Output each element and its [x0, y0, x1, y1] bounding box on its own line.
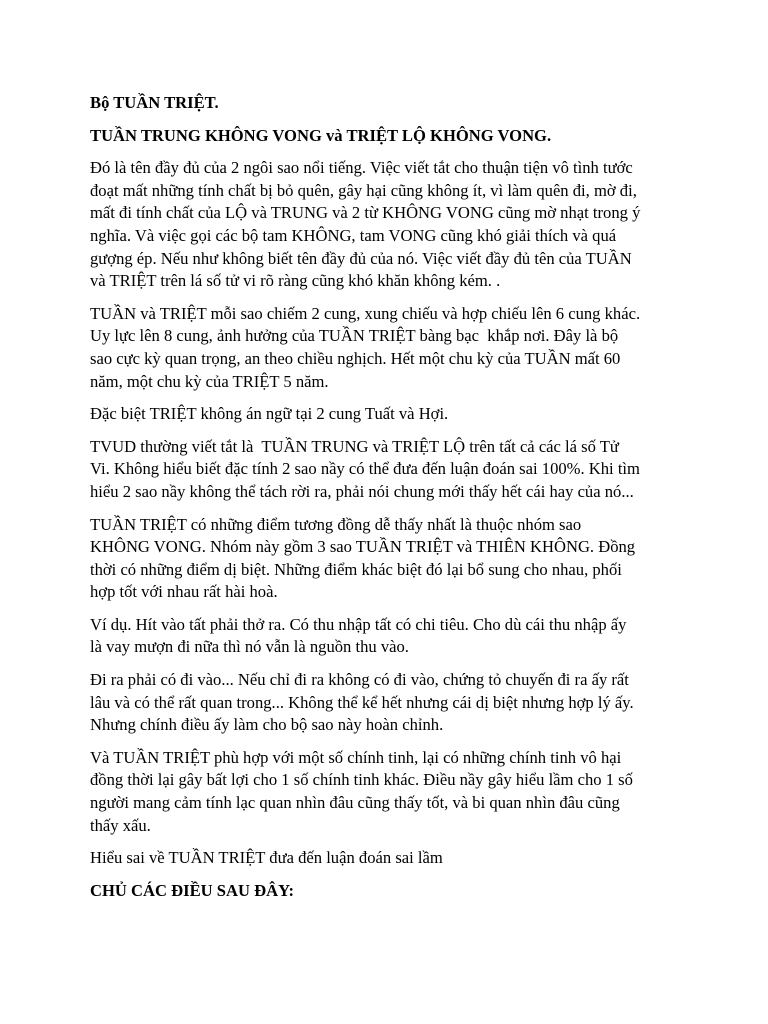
paragraph-line: hiểu 2 sao nầy không thể tách rời ra, phải nói chung mới thấy hết cái hay của nó...	[90, 481, 634, 501]
paragraph-line: nghĩa. Và việc gọi các bộ tam KHÔNG, tam VONG cũng khó giải thích và quá	[90, 225, 617, 245]
paragraph-palaces	[90, 303, 690, 393]
section-heading: CHỦ CÁC ĐIỀU SAU ĐÂY:	[90, 880, 295, 900]
paragraph-line: đồng thời lại gây bất lợi cho 1 số chính tinh khác. Điều nầy gây hiểu lầm cho 1 số	[90, 770, 633, 790]
paragraph-misunderstanding	[90, 847, 690, 870]
paragraph-line: gượng ép. Nếu như không biết tên đầy đủ của nó. Việc viết đầy đủ tên của TUẦN	[90, 248, 632, 268]
paragraph-line: năm, một chu kỳ của TRIỆT 5 năm.	[90, 371, 329, 391]
paragraph-special	[90, 403, 690, 426]
paragraph-line: Đặc biệt TRIỆT không án ngữ tại 2 cung Tuất và Hợi.	[90, 404, 449, 424]
paragraph-tvud	[90, 436, 690, 504]
paragraph-line: hợp tốt với nhau rất hài hoà.	[90, 582, 278, 602]
paragraph-line: là vay mượn đi nữa thì nó vẫn là nguồn thu vào.	[90, 637, 409, 657]
paragraph-line: TUẦN TRIỆT có những điểm tương đồng dễ thấy nhất là thuộc nhóm sao	[90, 514, 582, 534]
paragraph-line: lâu và có thể rất quan trong... Không thể kể hết nhưng cái dị biệt nhưng hợp lý ấy.	[90, 692, 634, 712]
paragraph-line: và TRIỆT trên lá số tử vi rõ ràng cũng khó khăn không kém. .	[90, 271, 501, 291]
paragraph-line: TUẦN và TRIỆT mỗi sao chiếm 2 cung, xung chiếu và hợp chiếu lên 6 cung khác.	[90, 303, 641, 323]
paragraph-line: Nhưng chính điều ấy làm cho bộ sao này hoàn chỉnh.	[90, 715, 444, 735]
paragraph-line: đoạt mất những tính chất bị bỏ quên, gây hại cũng không ít, vì làm quên đi, mờ đi,	[90, 180, 637, 200]
paragraph-line: Ví dụ. Hít vào tất phải thở ra. Có thu nhập tất có chi tiêu. Cho dù cái thu nhập ấy	[90, 614, 627, 634]
paragraph-line: Uy lực lên 8 cung, ảnh hưởng của TUẦN TRIỆT bàng bạc khắp nơi. Đây là bộ	[90, 326, 619, 346]
paragraph-main-stars	[90, 747, 690, 837]
paragraph-line: người mang cảm tính lạc quan nhìn đâu cũng thấy tốt, và bi quan nhìn đâu cũng	[90, 793, 620, 813]
document-title: Bộ TUẦN TRIỆT.	[90, 93, 219, 112]
paragraph-line: Và TUẦN TRIỆT phù hợp với một số chính tinh, lại có những chính tinh vô hại	[90, 747, 622, 767]
paragraph-line: Đó là tên đầy đủ của 2 ngôi sao nổi tiếng. Việc viết tắt cho thuận tiện vô tình tước	[90, 158, 633, 178]
paragraph-going-out	[90, 669, 690, 737]
paragraph-line: Hiểu sai về TUẦN TRIỆT đưa đến luận đoán sai lầm	[90, 848, 443, 868]
paragraph-full-name	[90, 157, 690, 293]
paragraph-similarities	[90, 514, 690, 604]
paragraph-line: Vi. Không hiểu biết đặc tính 2 sao nầy có thể đưa đến luận đoán sai 100%. Khi tìm	[90, 459, 640, 479]
document-subtitle: TUẦN TRUNG KHÔNG VONG và TRIỆT LỘ KHÔNG VONG.	[90, 125, 552, 145]
paragraph-line: sao cực kỳ quan trọng, an theo chiều nghịch. Hết một chu kỳ của TUẦN mất 60	[90, 348, 621, 368]
paragraph-line: mất đi tính chất của LỘ và TRUNG và 2 từ KHÔNG VONG cũng mờ nhạt trong ý	[90, 203, 641, 223]
paragraph-line: TVUD thường viết tắt là TUẦN TRUNG và TRIỆT LỘ trên tất cả các lá số Tử	[90, 436, 619, 456]
paragraph-line: Đi ra phải có đi vào... Nếu chỉ đi ra không có đi vào, chứng tỏ chuyến đi ra ấy rất	[90, 670, 629, 690]
paragraph-line: thấy xấu.	[90, 815, 151, 835]
paragraph-line: KHÔNG VONG. Nhóm này gồm 3 sao TUẦN TRIỆT và THIÊN KHÔNG. Đồng	[90, 537, 636, 557]
document-body	[90, 92, 690, 912]
paragraph-line: thời có những điểm dị biệt. Những điểm khác biệt đó lại bổ sung cho nhau, phối	[90, 559, 622, 579]
paragraph-example	[90, 614, 690, 659]
